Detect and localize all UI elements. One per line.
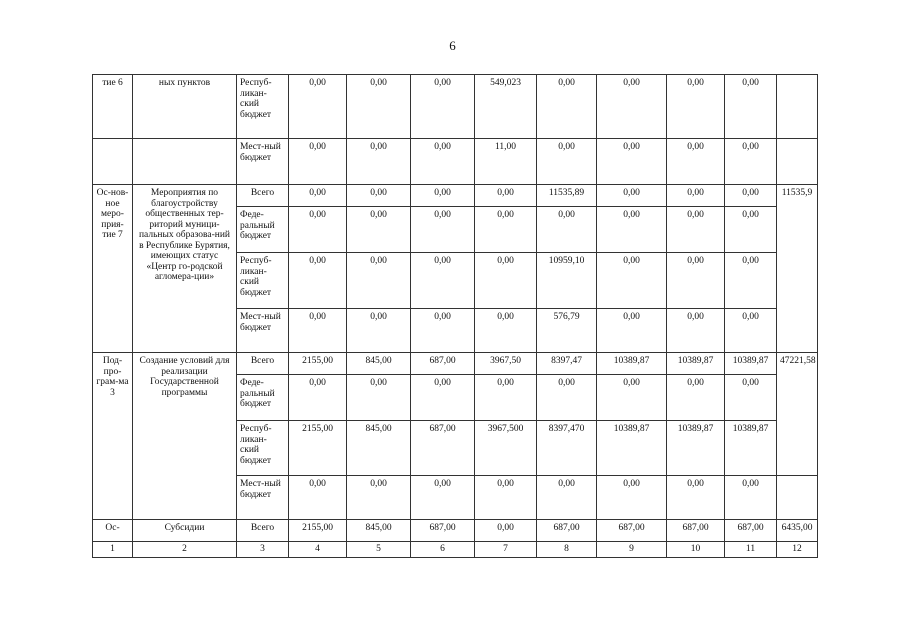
cell-source: Феде-ральный бюджет (237, 207, 289, 253)
cell-value: 687,00 (725, 520, 777, 542)
table-row (93, 520, 818, 542)
column-number: 11 (725, 542, 777, 558)
cell-value: 10959,10 (537, 253, 597, 309)
cell-value: 0,00 (537, 375, 597, 421)
cell-value: 0,00 (597, 309, 667, 353)
column-number-row (93, 542, 818, 558)
cell-value: 11,00 (475, 139, 537, 185)
cell-value: 0,00 (597, 185, 667, 207)
cell-item: Ос- (93, 520, 133, 542)
cell-value: 0,00 (347, 375, 411, 421)
cell-value: 0,00 (347, 75, 411, 139)
cell-value: 845,00 (347, 353, 411, 375)
cell-value: 0,00 (347, 207, 411, 253)
cell-value: 3967,500 (475, 421, 537, 476)
cell-value: 0,00 (289, 253, 347, 309)
cell-name: Мероприятия по благоустройству общественных тер-риторий муници-пальных образова-ний в Республике Бурятия, имеющих статус «Центр го-родской агломера-ции» (133, 185, 237, 353)
cell-value: 687,00 (597, 520, 667, 542)
cell-value: 2155,00 (289, 421, 347, 476)
column-number: 1 (93, 542, 133, 558)
cell-value: 0,00 (537, 75, 597, 139)
cell-value: 0,00 (347, 253, 411, 309)
cell-value: 687,00 (411, 520, 475, 542)
cell-value: 2155,00 (289, 520, 347, 542)
column-number: 12 (777, 542, 818, 558)
cell-value: 0,00 (411, 476, 475, 520)
cell-value: 0,00 (289, 309, 347, 353)
column-number: 8 (537, 542, 597, 558)
cell-value: 0,00 (475, 309, 537, 353)
cell-value: 0,00 (667, 375, 725, 421)
column-number: 4 (289, 542, 347, 558)
cell-value: 0,00 (475, 207, 537, 253)
cell-total (777, 139, 818, 185)
page-number: 6 (449, 38, 456, 53)
cell-value: 0,00 (347, 309, 411, 353)
cell-source: Респуб-ликан-ский бюджет (237, 253, 289, 309)
cell-value: 0,00 (725, 253, 777, 309)
cell-value: 0,00 (597, 207, 667, 253)
cell-total (777, 75, 818, 139)
cell-value: 0,00 (597, 476, 667, 520)
cell-value: 549,023 (475, 75, 537, 139)
cell-value: 0,00 (667, 75, 725, 139)
cell-name: ных пунктов (133, 75, 237, 139)
cell-total: 11535,9 (777, 185, 818, 353)
cell-value: 576,79 (537, 309, 597, 353)
cell-source: Всего (237, 520, 289, 542)
cell-value: 0,00 (667, 139, 725, 185)
cell-name (133, 139, 237, 185)
cell-value: 8397,47 (537, 353, 597, 375)
cell-value: 0,00 (411, 375, 475, 421)
cell-value: 0,00 (475, 520, 537, 542)
cell-value: 10389,87 (725, 353, 777, 375)
cell-value: 0,00 (537, 207, 597, 253)
cell-value: 10389,87 (725, 421, 777, 476)
cell-item: тие 6 (93, 75, 133, 139)
cell-source: Мест-ный бюджет (237, 309, 289, 353)
column-number: 7 (475, 542, 537, 558)
cell-total: 47221,58 (777, 353, 818, 476)
cell-value: 0,00 (725, 476, 777, 520)
column-number: 3 (237, 542, 289, 558)
cell-value: 0,00 (411, 185, 475, 207)
cell-value: 8397,470 (537, 421, 597, 476)
cell-value: 0,00 (667, 207, 725, 253)
cell-total (777, 476, 818, 520)
cell-value: 0,00 (597, 375, 667, 421)
cell-value: 0,00 (725, 75, 777, 139)
cell-value: 10389,87 (597, 353, 667, 375)
cell-value: 0,00 (347, 185, 411, 207)
cell-value: 0,00 (289, 476, 347, 520)
cell-value: 0,00 (289, 185, 347, 207)
cell-source: Респуб-ликан-ский бюджет (237, 75, 289, 139)
cell-value: 0,00 (411, 75, 475, 139)
cell-source: Мест-ный бюджет (237, 476, 289, 520)
cell-value: 687,00 (667, 520, 725, 542)
cell-name: Создание условий для реализации Государственной программы (133, 353, 237, 520)
cell-value: 0,00 (347, 139, 411, 185)
cell-value: 0,00 (667, 476, 725, 520)
cell-value: 0,00 (667, 185, 725, 207)
column-number: 5 (347, 542, 411, 558)
cell-value: 845,00 (347, 421, 411, 476)
cell-value: 0,00 (475, 185, 537, 207)
cell-value: 0,00 (289, 139, 347, 185)
cell-value: 0,00 (289, 75, 347, 139)
table-row (93, 353, 818, 375)
column-number: 6 (411, 542, 475, 558)
column-number: 2 (133, 542, 237, 558)
cell-total: 6435,00 (777, 520, 818, 542)
cell-value: 0,00 (537, 139, 597, 185)
cell-value: 0,00 (411, 207, 475, 253)
cell-value: 0,00 (411, 309, 475, 353)
cell-value: 0,00 (597, 139, 667, 185)
cell-value: 3967,50 (475, 353, 537, 375)
column-number: 9 (597, 542, 667, 558)
cell-value: 0,00 (347, 476, 411, 520)
cell-value: 0,00 (725, 207, 777, 253)
cell-value: 11535,89 (537, 185, 597, 207)
cell-value: 0,00 (411, 253, 475, 309)
cell-source: Всего (237, 353, 289, 375)
cell-source: Феде-ральный бюджет (237, 375, 289, 421)
cell-item (93, 139, 133, 185)
cell-value: 0,00 (475, 253, 537, 309)
cell-value: 0,00 (475, 476, 537, 520)
column-number: 10 (667, 542, 725, 558)
cell-source: Всего (237, 185, 289, 207)
cell-value: 0,00 (597, 253, 667, 309)
cell-value: 0,00 (289, 207, 347, 253)
cell-value: 0,00 (411, 139, 475, 185)
cell-value: 0,00 (597, 75, 667, 139)
cell-value: 687,00 (537, 520, 597, 542)
cell-value: 2155,00 (289, 353, 347, 375)
cell-source: Мест-ный бюджет (237, 139, 289, 185)
cell-item: Ос-нов-ное меро-прия-тие 7 (93, 185, 133, 353)
cell-value: 687,00 (411, 421, 475, 476)
cell-value: 0,00 (289, 375, 347, 421)
cell-value: 0,00 (725, 309, 777, 353)
cell-item: Под-про-грам-ма 3 (93, 353, 133, 520)
cell-value: 0,00 (725, 139, 777, 185)
cell-value: 10389,87 (667, 353, 725, 375)
cell-value: 0,00 (667, 309, 725, 353)
cell-value: 0,00 (667, 253, 725, 309)
cell-value: 0,00 (475, 375, 537, 421)
table-row (93, 139, 818, 185)
cell-source: Респуб-ликан-ский бюджет (237, 421, 289, 476)
cell-value: 687,00 (411, 353, 475, 375)
cell-name: Субсидии (133, 520, 237, 542)
table-row (93, 75, 818, 139)
cell-value: 0,00 (725, 375, 777, 421)
cell-value: 0,00 (725, 185, 777, 207)
budget-table (92, 74, 818, 558)
cell-value: 10389,87 (667, 421, 725, 476)
cell-value: 845,00 (347, 520, 411, 542)
table-row (93, 185, 818, 207)
cell-value: 0,00 (537, 476, 597, 520)
cell-value: 10389,87 (597, 421, 667, 476)
